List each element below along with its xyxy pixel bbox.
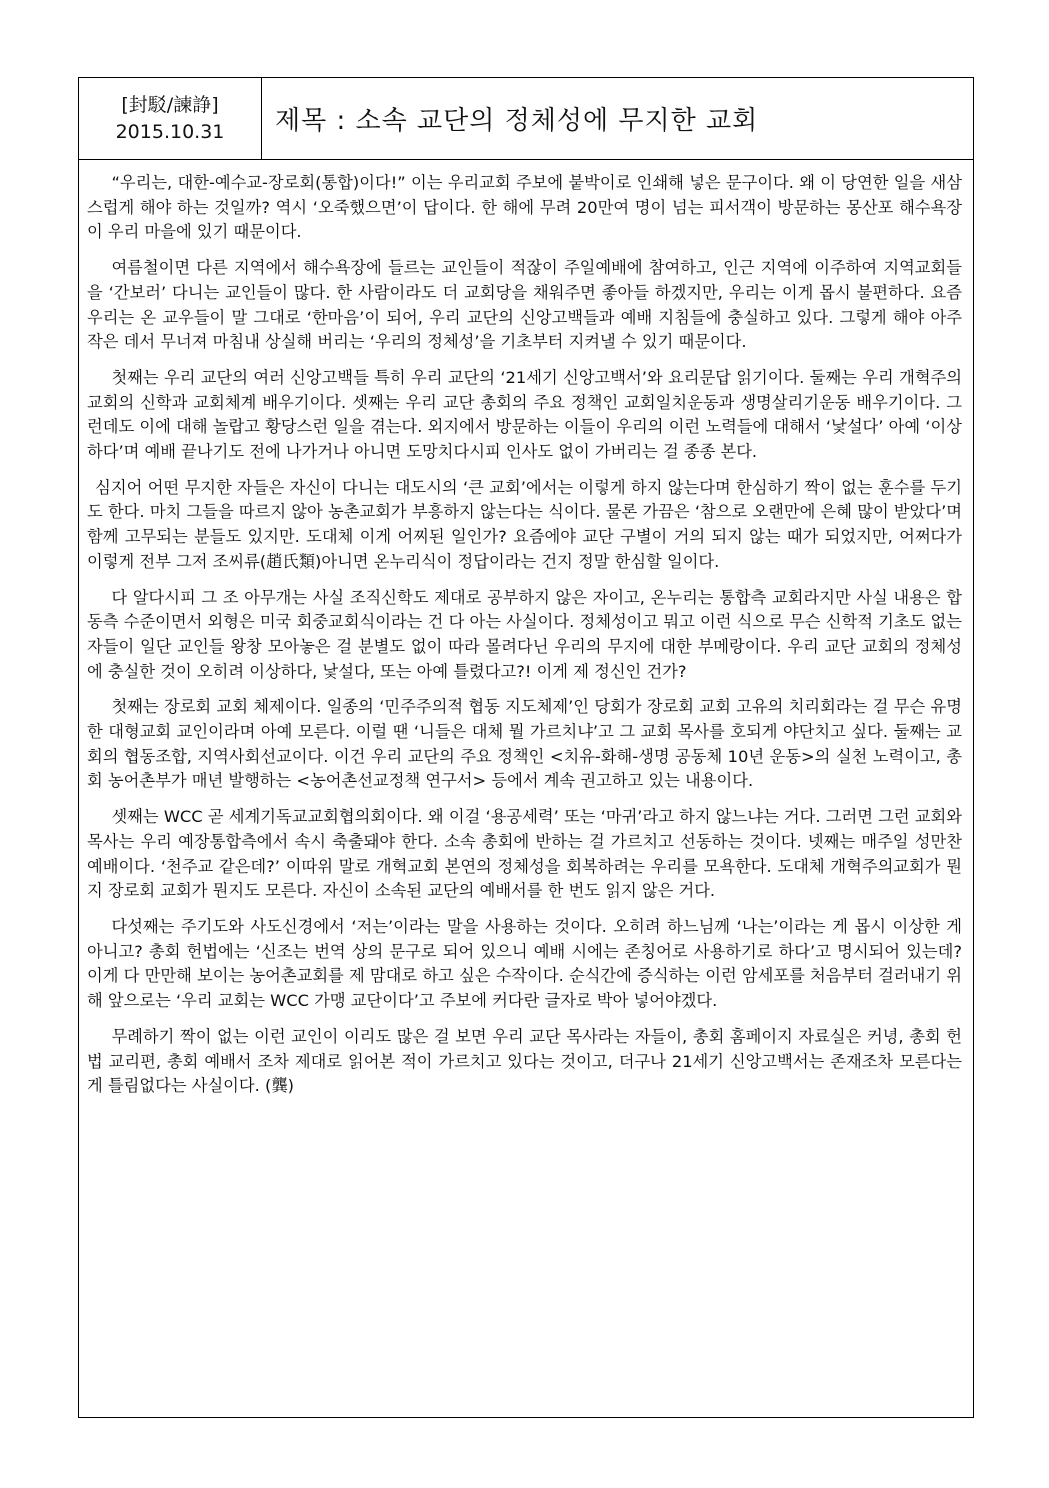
- paragraph: 첫째는 장로회 교회 체제이다. 일종의 ‘민주주의적 협동 지도체제’인 당회가 장로회 교회 고유의 치리회라는 걸 무슨 유명한 대형교회 교인이라며 아예 모른다. 이럴 땐 ‘니들은 대체 뭘 가르치냐’고 그 교회 목사를 호되게 야단치고 싶다. 둘째는 교회의 협동조합, 지역사회선교이다. 이건 우리 교단의 주요 정책인 <치유-화해-생명 공동체 10년 운동>의 실천 노력이고, 총회 농어촌부가 매년 발행하는 <농어촌선교정책 연구서> 등에서 계속 권고하고 있는 내용이다.: [87, 697, 962, 791]
- header-meta: [79, 78, 262, 159]
- document-header: [79, 78, 973, 160]
- paragraph: 무례하기 짝이 없는 이런 교인이 이리도 많은 걸 보면 우리 교단 목사라는 자들이, 총회 홈페이지 자료실은 커녕, 총회 헌법 교리편, 총회 예배서 조차 제대로 읽어본 적이 가르치고 있다는 것이고, 더구나 21세기 신앙고백서는 존재조차 모른다는 게 틀림없다는 사실이다. (龔): [87, 1026, 962, 1096]
- paragraph: 다 알다시피 그 조 아무개는 사실 조직신학도 제대로 공부하지 않은 자이고, 온누리는 통합측 교회라지만 사실 내용은 합동측 수준이면서 외형은 미국 회중교회식이라는 건 다 아는 사실이다. 정체성이고 뭐고 이런 식으로 무슨 신학적 기초도 없는 자들이 일단 교인들 왕창 모아놓은 걸 분별도 없이 따라 몰려다닌 우리의 무지에 대한 부메랑이다. 우리 교단 교회의 정체성에 충실한 것이 오히려 이상하다, 낯설다, 또는 아예 틀렸다고?! 이게 제 정신인 건가?: [87, 587, 962, 681]
- paragraph: 다섯째는 주기도와 사도신경에서 ‘저는’이라는 말을 사용하는 것이다. 오히려 하느님께 ‘나는’이라는 게 몹시 이상한 게 아니고? 총회 헌법에는 ‘신조는 번역 상의 문구로 되어 있으니 예배 시에는 존칭어로 사용하기로 하다’고 명시되어 있는데? 이게 다 만만해 보이는 농어촌교회를 제 맘대로 하고 싶은 수작이다. 순식간에 증식하는 이런 암세포를 처음부터 걸러내기 위해 앞으로는 ‘우리 교회는 WCC 가맹 교단이다’고 주보에 커다란 글자로 박아 넣어야겠다.: [87, 916, 962, 1011]
- category-label: [封駁/諫諍]: [121, 93, 219, 116]
- paragraph: “우리는, 대한-예수교-장로회(통합)이다!” 이는 우리교회 주보에 붙박이로 인쇄해 넣은 문구이다. 왜 이 당연한 일을 새삼스럽게 해야 하는 것일까? 역시 ‘오죽했으면’이 답이다. 한 해에 무려 20만여 명이 넘는 피서객이 방문하는 몽산포 해수욕장이 우리 마을에 있기 때문이다.: [87, 173, 962, 242]
- paragraph: 여름철이면 다른 지역에서 해수욕장에 들르는 교인들이 적잖이 주일예배에 참여하고, 인근 지역에 이주하여 지역교회들을 ‘간보러’ 다니는 교인들이 많다. 한 사람이라도 더 교회당을 채워주면 좋아들 하겠지만, 우리는 이게 몹시 불편하다. 요즘 우리는 온 교우들이 말 그대로 ‘한마음’이 되어, 우리 교단의 신앙고백들과 예배 지침들에 충실하고 있다. 그렇게 해야 아주 작은 데서 무너져 마침내 상실해 버리는 ‘우리의 정체성’을 기초부터 지켜낼 수 있기 때문이다.: [87, 258, 962, 352]
- paragraph: 심지어 어떤 무지한 자들은 자신이 다니는 대도시의 ‘큰 교회’에서는 이렇게 하지 않는다며 한심하기 짝이 없는 훈수를 두기도 한다. 마치 그들을 따르지 않아 농촌교회가 부흥하지 않는다는 식이다. 물론 가끔은 ‘참으로 오랜만에 은혜 많이 받았다’며 함께 고무되는 분들도 있지만. 도대체 이게 어찌된 일인가? 요즘에야 교단 구별이 거의 되지 않는 때가 되었지만, 어쩌다가 이렇게 전부 그저 조씨류(趙氏類)아니면 온누리식이 정답이라는 건지 정말 한심할 일이다.: [87, 477, 962, 571]
- paragraph: 셋째는 WCC 곧 세계기독교교회협의회이다. 왜 이걸 ‘용공세력’ 또는 ‘마귀’라고 하지 않느냐는 거다. 그러면 그런 교회와 목사는 우리 예장통합측에서 속시 축출돼야 한다. 소속 총회에 반하는 걸 가르치고 선동하는 것이다. 넷째는 매주일 성만찬 예배이다. ‘천주교 같은데?’ 이따위 말로 개혁교회 본연의 정체성을 회복하려는 우리를 모욕한다. 도대체 개혁주의교회가 뭔지 장로회 교회가 뭔지도 모른다. 자신이 소속된 교단의 예배서를 한 번도 읽지 않은 거다.: [87, 807, 962, 901]
- paragraph: 첫째는 우리 교단의 여러 신앙고백들 특히 우리 교단의 ‘21세기 신앙고백서’와 요리문답 읽기이다. 둘째는 우리 개혁주의교회의 신학과 교회체계 배우기이다. 셋째는 우리 교단 총회의 주요 정책인 교회일치운동과 생명살리기운동 배우기이다. 그런데도 이에 대해 놀랍고 황당스런 일을 겪는다. 외지에서 방문하는 이들이 우리의 이런 노력들에 대해서 ‘낯설다’ 아예 ‘이상하다’며 예배 끝나기도 전에 나가거나 아니면 도망치다시피 인사도 없이 가버리는 걸 종종 본다.: [87, 367, 962, 462]
- date-label: 2015.10.31: [115, 120, 225, 143]
- page-title: 제목 : 소속 교단의 정체성에 무지한 교회: [275, 106, 759, 136]
- document-frame: [78, 77, 974, 1418]
- article-body: [87, 171, 962, 1110]
